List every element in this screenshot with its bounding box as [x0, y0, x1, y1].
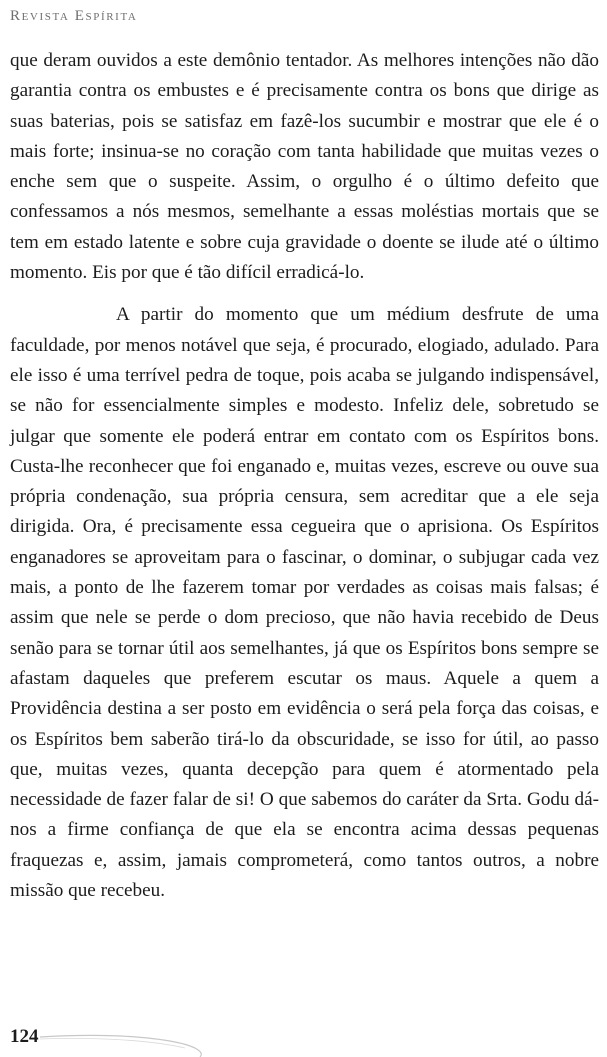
- paragraph-continuation: que deram ouvidos a este demônio tentador. As melhores intenções não dão garantia contra os embustes e é precisamente contra os bons que dirige as suas baterias, pois se satisfaz em fazê-los sucumbir e mostrar que ele é o mais forte; insinua-se no coração com tanta habilidade que muitas vezes o enche sem que o suspeite. Assim, o orgulho é o último defeito que confessamos a nós mesmos, semelhante a essas moléstias mortais que se tem em estado latente e sobre cuja gravidade o doente se ilude até o último momento. Eis por que é tão difícil erradicá-lo.: [10, 50, 599, 284]
- page-number: 124: [10, 1026, 39, 1047]
- body-text: [10, 46, 599, 906]
- paragraph-indented: A partir do momento que um médium desfrute de uma faculdade, por menos notável que seja, é procurado, elogiado, adulado. Para ele isso é uma terrível pedra de toque, pois acaba se julgando indispensável, se não for essencialmente simples e modesto. Infeliz dele, sobretudo se julgar que somente ele poderá entrar em contato com os Espíritos bons. Custa-lhe reconhecer que foi enganado e, muitas vezes, escreve ou ouve sua própria condenação, sua própria censura, sem acreditar que a ele seja dirigida. Ora, é precisamente essa cegueira que o aprisiona. Os Espíritos enganadores se aproveitam para o fascinar, o dominar, o subjugar cada vez mais, a ponto de lhe fazerem tomar por verdades as coisas mais falsas; é assim que nele se perde o dom precioso, que não havia recebido de Deus senão para se tornar útil aos semelhantes, já que os Espíritos bons sempre se afastam daqueles que preferem escutar os maus. Aquele a quem a Providência destina a ser posto em evidência o será pela força das coisas, e os Espíritos bem saberão tirá-lo da obscuridade, se isso for útil, ao passo que, muitas vezes, quanta decepção para quem é atormentado pela necessidade de fazer falar de si! O que sabemos do caráter da Srta. Godu dá-nos a firme confiança de que ela se encontra acima dessas pequenas fraquezas e, assim, jamais comprometerá, como tantos outros, a nobre missão que recebeu.: [10, 304, 599, 902]
- running-header: Revista Espírita: [10, 8, 138, 24]
